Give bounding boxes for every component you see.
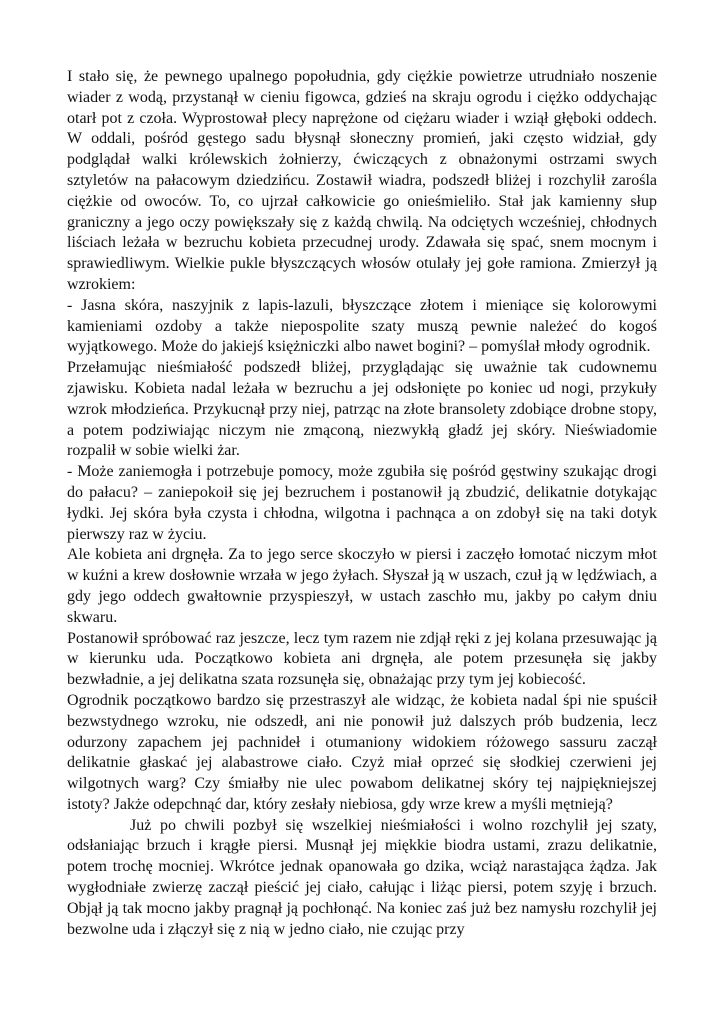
paragraph-7: Ogrodnik początkowo bardzo się przestraszył ale widząc, że kobieta nadal śpi nie spuścił bezwstydnego wzroku, nie odszedł, ani nie ponowił już dalszych prób budzenia, lecz odurzony zapachem jej pachnideł i otumaniony widokiem różowego sassuru zaczął delikatnie głaskać jej alabastrowe ciało. Czyż miał oprzeć się słodkiej czerwieni jej wilgotnych warg? Czy śmiałby nie ulec powabom delikatnej skóry tej najpiękniejszej istoty? Jakże odepchnąć dar, który zesłały niebiosa, gdy wrze krew a myśli mętnieją? [67, 691, 657, 813]
paragraph-5: Ale kobieta ani drgnęła. Za to jego serce skoczyło w piersi i zaczęło łomotać niczym młot w kuźni a krew dosłownie wrzała w jego żyłach. Słyszał ją w uszach, czuł ją w lędźwiach, a gdy jego oddech gwałtownie przyspieszył, w ustach zaschło mu, jakby po całym dniu skwaru. [67, 546, 657, 626]
paragraph-2: - Jasna skóra, naszyjnik z lapis-lazuli, błyszczące złotem i mieniące się kolorowymi kamieniami ozdoby a także niepospolite szaty muszą pewnie należeć do kogoś wyjątkowego. Może do jakiejś księżniczki albo nawet bogini? – pomyślał młody ogrodnik. [67, 296, 657, 356]
paragraph-4: - Może zaniemogła i potrzebuje pomocy, może zgubiła się pośród gęstwiny szukając drogi do pałacu? – zaniepokoił się jej bezruchem i postanowił ją zbudzić, delikatnie dotykając łydki. Jej skóra była czysta i chłodna, wilgotna i pachnąca a on zdobył się na taki dotyk pierwszy raz w życiu. [67, 463, 657, 543]
paragraph-6: Postanowił spróbować raz jeszcze, lecz tym razem nie zdjął ręki z jej kolana przesuwając ją w kierunku uda. Początkowo kobieta ani drgnęła, ale potem przesunęła się jakby bezwładnie, a jej delikatna szata rozsunęła się, obnażając przy tym jej kobiecość. [67, 629, 657, 689]
paragraph-8: Już po chwili pozbył się wszelkiej nieśmiałości i wolno rozchylił jej szaty, odsłaniając brzuch i krągłe piersi. Musnął jej miękkie biodra ustami, zrazu delikatnie, potem trochę mocniej. Wkrótce jednak opanowała go dzika, wciąż narastająca żądza. Jak wygłodniałe zwierzę zaczął pieścić jej ciało, całując i liżąc piersi, potem szyję i brzuch. Objął ją tak mocno jakby pragnął ją pochłonąć. Na koniec zaś już bez namysłu rozchylił jej bezwolne uda i złączył się z nią w jedno ciało, nie czując przy [67, 816, 657, 938]
paragraph-1: I stało się, że pewnego upalnego popołudnia, gdy ciężkie powietrze utrudniało noszenie wiader z wodą, przystanął w cieniu figowca, gdzieś na skraju ogrodu i ciężko oddychając otarł pot z czoła. Wyprostował plecy naprężone od ciężaru wiader i wziął głęboki oddech. W oddali, pośród gęstego sadu błysnął słoneczny promień, jaki często widział, gdy podglądał walki królewskich żołnierzy, ćwiczących z obnażonymi ostrzami swych sztyletów na pałacowym dziedzińcu. Zostawił wiadra, podszedł bliżej i rozchylił zarośla ciężkie od owoców. To, co ujrzał całkowicie go onieśmieliło. Stał jak kamienny słup graniczny a jego oczy powiększały się z każdą chwilą. Na odciętych wcześniej, chłodnych liściach leżała w bezruchu kobieta przecudnej urody. Zdawała się spać, snem mocnym i sprawiedliwym. Wielkie pukle błyszczących włosów otulały jej gołe ramiona. Zmierzył ją wzrokiem: [67, 68, 657, 293]
paragraph-3: Przełamując nieśmiałość podszedł bliżej, przyglądając się uważnie tak cudownemu zjawisku. Kobieta nadal leżała w bezruchu a jej odsłonięte po koniec ud nogi, przykuły wzrok młodzieńca. Przykucnął przy niej, patrząc na złote bransolety zdobiące drobne stopy, a potem podziwiając niczym nie zmąconą, niezwykłą gładź jej skóry. Nieświadomie rozpalił w sobie wielki żar. [67, 359, 657, 460]
document-page [67, 67, 657, 940]
